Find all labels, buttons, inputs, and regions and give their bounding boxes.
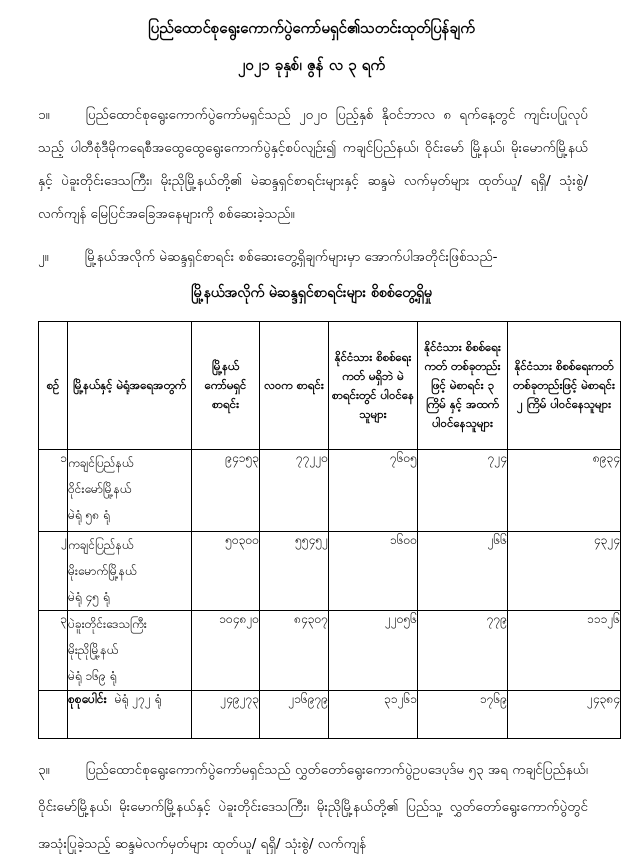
total-nrc-2-times-cell: ၂၄၃၈၄ xyxy=(508,691,621,739)
table-row xyxy=(39,450,621,532)
paragraph-1-text: ပြည်ထောင်စုရွေးကောက်ပွဲကော်မရှင်သည် ၂၀၂၀ ပြည့်နှစ် နိုဝင်ဘာလ ၈ ရက်နေ့တွင် ကျင်းပပြုလုပ်သည့် ပါတီစုံဒီမိုကရေစီအထွေထွေရွေးကောက်ပွဲနှင့်စပ်လျဉ်း၍ ကချင်ပြည်နယ်၊ ဝိုင်းမော် မြို့နယ်၊ မိုးမောက်မြို့နယ်နှင့် ပဲခူးတိုင်းဒေသကြီး၊ မိုးညိုမြို့နယ်တို့၏ မဲဆန္ဒရှင်စာရင်းများနှင့် ဆန္ဒမဲ လက်မှတ်များ ထုတ်ယူ/ ရရှိ/ သုံးစွဲ/ လက်ကျန် မြေပြင်အခြေအနေများကို စစ်ဆေးခဲ့သည်။ xyxy=(38,107,588,222)
township-line: မဲရုံ ၄၅ ရုံ xyxy=(68,590,110,604)
col-header-immigration-list: လဝက စာရင်း xyxy=(260,322,329,450)
document-title: ပြည်ထောင်စုရွေးကောက်ပွဲကော်မရှင်၏သတင်းထုတ်ပြန်ချက် xyxy=(148,19,475,37)
immigration-list-cell: ၅၅၄၅၂ xyxy=(260,532,329,611)
table-total-row xyxy=(39,691,621,739)
township-line: ကချင်ပြည်နယ် xyxy=(68,456,134,470)
township-line: ပဲခူးတိုင်းဒေသကြီး xyxy=(68,617,147,631)
col-header-nrc-2-times: နိုင်ငံသား စိစစ်ရေးကတ် တစ်ခုတည်းဖြင့် မဲစာရင်း ၂ ကြိမ် ပါဝင်နေသူများ xyxy=(508,322,621,450)
paragraph-2-number: ၂။ xyxy=(38,249,49,265)
serial-cell-empty xyxy=(39,691,68,739)
township-line: ကချင်ပြည်နယ် xyxy=(68,538,134,552)
serial-cell: ၁ xyxy=(39,450,68,532)
no-nrc-card-cell: ၇၆၀၅ xyxy=(329,450,418,532)
total-immigration-list-cell: ၂၁၆၉၇၉ xyxy=(260,691,329,739)
immigration-list-cell: ၈၄၃၀၇ xyxy=(260,611,329,691)
nrc-3-times-cell: ၂၆၆ xyxy=(418,532,508,611)
total-polling-stations: မဲရုံ ၂၇၂ ရုံ xyxy=(114,692,162,706)
paragraph-3-indent xyxy=(50,773,86,774)
nrc-2-times-cell: ၁၁၁၂၆ xyxy=(508,611,621,691)
total-label-cell xyxy=(68,691,192,739)
table-row xyxy=(39,611,621,691)
township-cell xyxy=(68,532,192,611)
serial-cell: ၃ xyxy=(39,611,68,691)
immigration-list-cell: ၇၇၂၂၀ xyxy=(260,450,329,532)
paragraph-2-text: မြို့နယ်အလိုက် မဲဆန္ဒရှင်စာရင်း စစ်ဆေးတွေ့ရှိချက်များမှာ အောက်ပါအတိုင်းဖြစ်သည်- xyxy=(84,249,498,265)
table-title: မြို့နယ်အလိုက် မဲဆန္ဒရှင်စာရင်းများ စိစစ်တွေ့ရှိမှု xyxy=(191,285,432,301)
total-label: စုစုပေါင်း xyxy=(68,692,107,706)
paragraph-3-number: ၃။ xyxy=(38,762,50,778)
paragraph-1-indent xyxy=(50,118,86,119)
serial-cell: ၂ xyxy=(39,532,68,611)
township-cell xyxy=(68,450,192,532)
commission-list-cell: ၉၄၁၅၃ xyxy=(192,450,260,532)
nrc-2-times-cell: ၄၃၂၄ xyxy=(508,532,621,611)
paragraph-3 xyxy=(38,752,588,860)
total-no-nrc-card-cell: ၃၁၂၆၁ xyxy=(329,691,418,739)
col-header-nrc-3-or-more-times: နိုင်ငံသား စိစစ်ရေးကတ် တစ်ခုတည်းဖြင့် မဲစာရင်း ၃ ကြိမ် နှင့် အထက် ပါဝင်နေသူများ xyxy=(418,322,508,450)
commission-list-cell: ၅၀၃၀၀ xyxy=(192,532,260,611)
no-nrc-card-cell: ၂၂၀၅၆ xyxy=(329,611,418,691)
document-date: ၂၀၂၁ ခုနှစ်၊ ဇွန် လ ၃ ရက် xyxy=(237,56,386,74)
nrc-3-times-cell: ၇၇၉ xyxy=(418,611,508,691)
no-nrc-card-cell: ၁၆၀၀ xyxy=(329,532,418,611)
paragraph-1 xyxy=(38,99,588,231)
total-nrc-3-times-cell: ၁၇၆၉ xyxy=(418,691,508,739)
paragraph-2-indent xyxy=(49,260,85,261)
paragraph-2 xyxy=(38,241,588,274)
table-row xyxy=(39,532,621,611)
col-header-commission-list: မြို့နယ် ကော်မရှင် စာရင်း xyxy=(192,322,260,450)
township-line: မဲရုံ ၁၆၉ ရုံ xyxy=(68,669,117,683)
nrc-3-times-cell: ၇၂၄ xyxy=(418,450,508,532)
col-header-no-nrc-card: နိုင်ငံသား စိစစ်ရေးကတ် မရှိဘဲ မဲစာရင်းတွင် ပါဝင်နေသူများ xyxy=(329,322,418,450)
township-line: မဲရုံ ၅၈ ရုံ xyxy=(68,508,110,522)
nrc-2-times-cell: ၈၉၃၄ xyxy=(508,450,621,532)
township-line: မိုးညိုမြို့နယ် xyxy=(68,643,119,657)
township-cell xyxy=(68,611,192,691)
paragraph-3-text: ပြည်ထောင်စုရွေးကောက်ပွဲကော်မရှင်သည် လွှတ်တော်ရွေးကောက်ပွဲဥပဒေပုဒ်မ ၅၃ အရ ကချင်ပြည်နယ်၊ ဝိုင်းမော်မြို့နယ်၊ မိုးမောက်မြို့နယ်နှင့် ပဲခူးတိုင်းဒေသကြီး၊ မိုးညိုမြို့နယ်တို့၏ ပြည်သူ့ လွှတ်တော်ရွေးကောက်ပွဲတွင် အသုံးပြုခဲ့သည့် ဆန္ဒမဲလက်မှတ်များ ထုတ်ယူ/ ရရှိ/ သုံးစွဲ/ လက်ကျန် xyxy=(38,762,588,852)
col-header-township-polling-stations: မြို့နယ်နှင့် မဲရုံအရေအတွက် xyxy=(68,322,192,450)
voter-list-scrutiny-table xyxy=(38,321,621,739)
paragraph-1-number: ၁။ xyxy=(38,107,50,123)
commission-list-cell: ၁၀၄၈၂၀ xyxy=(192,611,260,691)
township-line: ဝိုင်းမော်မြို့နယ် xyxy=(68,482,132,496)
total-commission-list-cell: ၂၄၉၂၇၃ xyxy=(192,691,260,739)
township-line: မိုးမောက်မြို့နယ် xyxy=(68,564,137,578)
col-header-serial: စဉ် xyxy=(39,322,68,450)
table-header-row xyxy=(39,322,621,450)
